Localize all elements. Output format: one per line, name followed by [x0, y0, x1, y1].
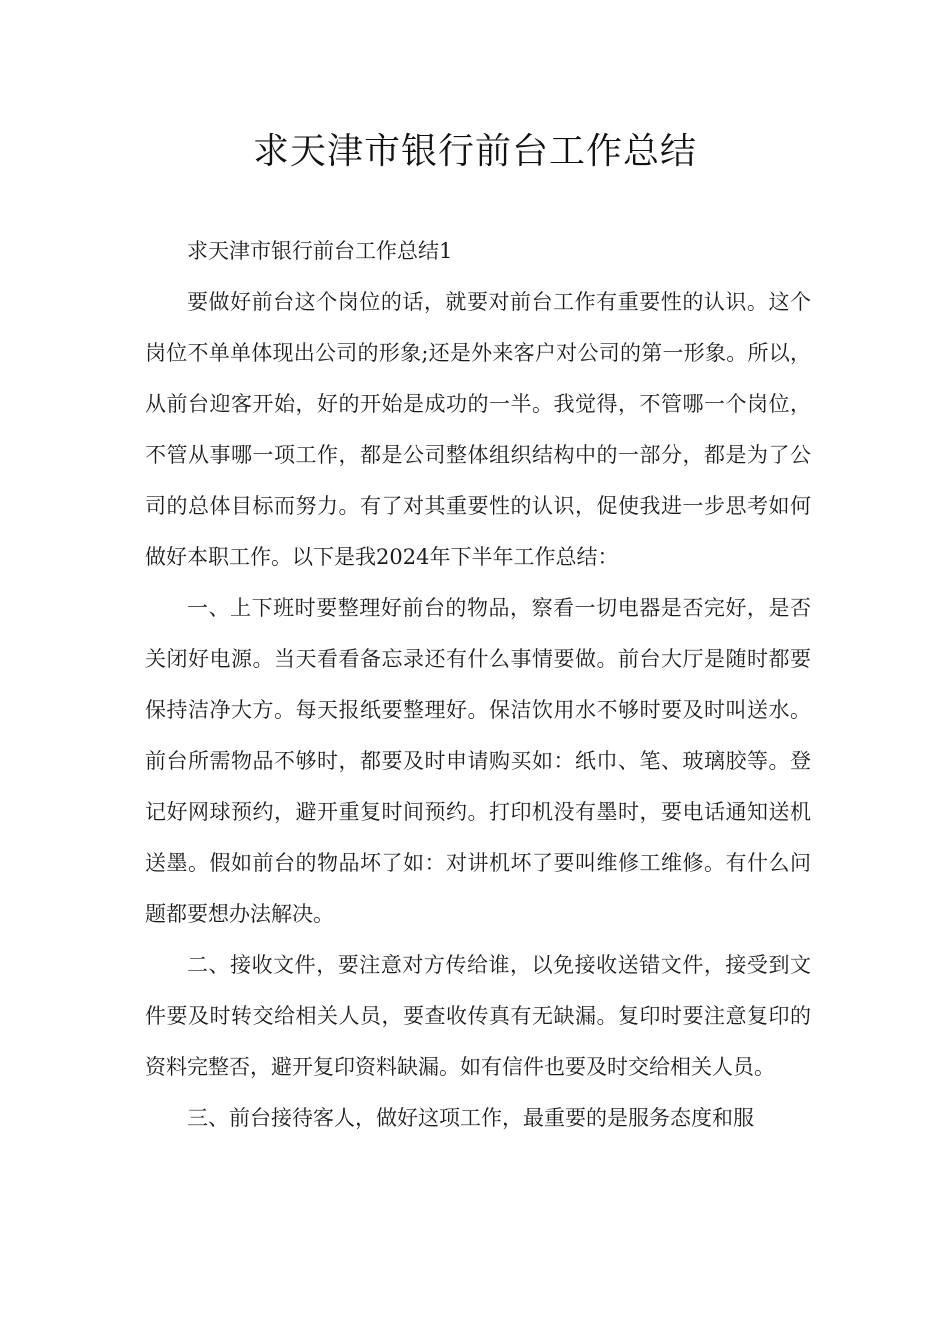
document-subtitle: 求天津市银行前台工作总结1: [187, 239, 453, 263]
paragraph-item-one: 一、上下班时要整理好前台的物品，察看一切电器是否完好，是否关闭好电源。当天看看备忘录还有什么事情要做。前台大厅是随时都要保持洁净大方。每天报纸要整理好。保洁饮用水不够时要及时叫送水。前台所需物品不够时，都要及时申请购买如：纸巾、笔、玻璃胶等。登记好网球预约，避开重复时间预约。打印机没有墨时，要电话通知送机送墨。假如前台的物品坏了如：对讲机坏了要叫维修工维修。有什么问题都要想办法解决。: [145, 596, 811, 926]
paragraph-item-two: 二、接收文件，要注意对方传给谁，以免接收送错文件，接受到文件要及时转交给相关人员，要查收传真有无缺漏。复印时要注意复印的资料完整否，避开复印资料缺漏。如有信件也要及时交给相关人员。: [145, 953, 811, 1079]
paragraph-intro: 要做好前台这个岗位的话，就要对前台工作有重要性的认识。这个岗位不单单体现出公司的形象;还是外来客户对公司的第一形象。所以，从前台迎客开始，好的开始是成功的一半。我觉得，不管哪一个岗位，不管从事哪一项工作，都是公司整体组织结构中的一部分，都是为了公司的总体目标而努力。有了对其重要性的认识，促使我进一步思考如何做好本职工作。以下是我2024年下半年工作总结：: [145, 290, 811, 569]
document-title: 求天津市银行前台工作总结: [252, 131, 697, 172]
document-body: [145, 226, 811, 1144]
paragraph-item-three: 三、前台接待客人，做好这项工作，最重要的是服务态度和服: [187, 1106, 754, 1130]
